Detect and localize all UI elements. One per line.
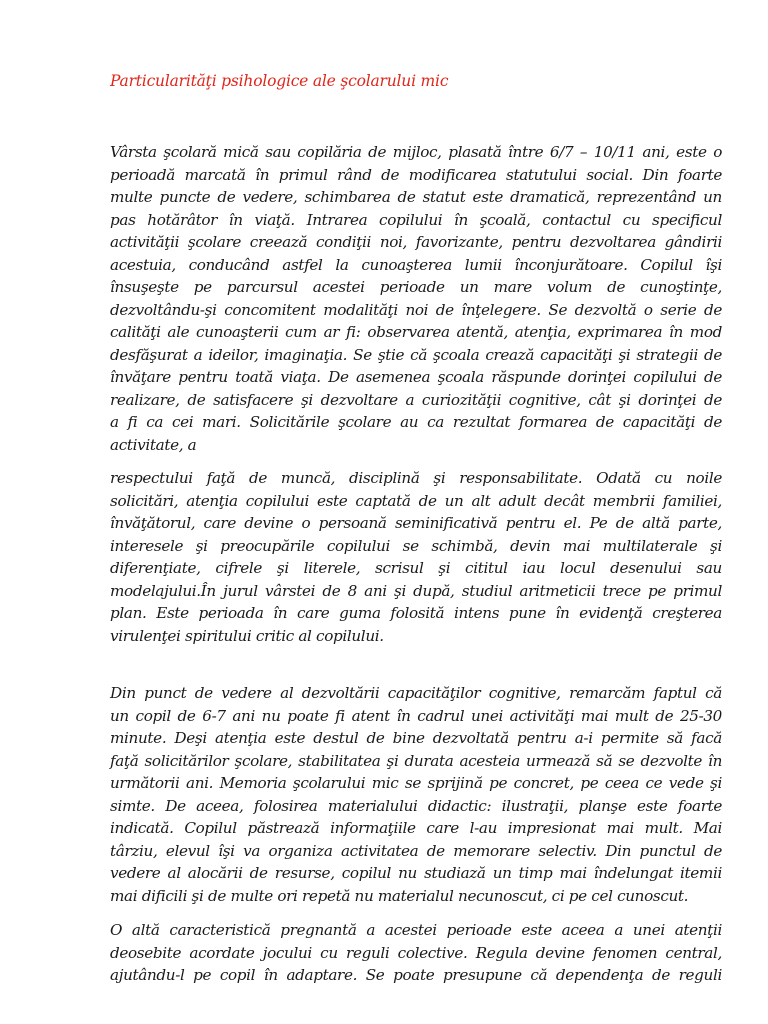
text-line: indicată. Copilul păstrează informaţiile care l-au impresionat mai mult. Mai xyxy=(110,819,722,837)
text-line: pas hotărâtor în viaţă. Intrarea copilului în şcoală, contactul cu specificul xyxy=(110,210,722,229)
text-line: multe puncte de vedere, schimbarea de statut este dramatică, reprezentând un xyxy=(110,188,722,206)
text-line: Din punct de vedere al dezvoltării capacităţilor cognitive, remarcăm faptul că xyxy=(110,684,722,702)
text-line: dezvoltându-şi concomitent modalităţi noi de înţelegere. Se dezvoltă o serie de xyxy=(110,300,722,319)
text-line: a fi ca cei mari. Solicitările şcolare au ca rezultat formarea de capacităţi de xyxy=(110,413,722,431)
text-line: vedere al alocării de resurse, copilul nu studiază un timp mai îndelungat itemii xyxy=(110,864,722,882)
text-line: desfăşurat a ideilor, imaginaţia. Se ştie că şcoala crează capacităţi şi strategii de xyxy=(110,345,722,364)
paragraph-4 xyxy=(110,919,722,987)
text-line: O altă caracteristică pregnantă a acestei perioade este aceea a unei atenţii xyxy=(110,921,722,939)
text-line: solicitări, atenţia copilului este captată de un alt adult decât membrii familiei, xyxy=(110,491,722,510)
text-line: următorii ani. Memoria şcolarului mic se sprijină pe concret, pe ceea ce vede şi xyxy=(110,774,722,792)
text-line: minute. Deşi atenţia este destul de bine dezvoltată pentru a-i permite să facă xyxy=(110,729,722,747)
text-line: faţă solicitărilor şcolare, stabilitatea şi durata acesteia urmează să se dezvolte în xyxy=(110,751,722,770)
text-line: târziu, elevul îşi va organiza activitatea de memorare selectiv. Din punctul de xyxy=(110,841,722,860)
text-line: interesele şi preocupările copilului se schimbă, devin mai multilaterale şi xyxy=(110,536,722,555)
text-line: mai dificili şi de multe ori repetă nu materialul necunoscut, ci pe cel cunoscut. xyxy=(110,886,689,905)
text-line: deosebite acordate jocului cu reguli colective. Regula devine fenomen central, xyxy=(110,943,722,962)
text-line: modelajului.În jurul vârstei de 8 ani şi după, studiul aritmeticii trece pe primul xyxy=(110,581,722,600)
text-line: învăţare pentru toată viaţa. De asemenea şcoala răspunde dorinţei copilului de xyxy=(110,368,722,386)
paragraph-1 xyxy=(110,141,722,456)
document-title: Particularităţi psihologice ale şcolarului mic xyxy=(110,72,449,90)
text-line: ajutându-l pe copil în adaptare. Se poate presupune că dependenţa de reguli xyxy=(110,966,722,984)
text-line: Vârsta şcolară mică sau copilăria de mijloc, plasată între 6/7 – 10/11 ani, este o xyxy=(110,143,722,161)
text-line: învăţătorul, care devine o persoană seminificativă pentru el. Pe de altă parte, xyxy=(110,514,722,532)
text-line: simte. De aceea, folosirea materialului didactic: ilustraţii, planşe este foarte xyxy=(110,796,722,815)
text-line: plan. Este perioada în care guma folosită intens pune în evidenţă creşterea xyxy=(110,604,722,622)
text-line: virulenţei spiritului critic al copilului. xyxy=(110,626,384,645)
text-line: un copil de 6-7 ani nu poate fi atent în cadrul unei activităţi mai mult de 25-30 xyxy=(110,706,722,725)
text-line: calităţi ale cunoaşterii cum ar fi: observarea atentă, atenţia, exprimarea în mod xyxy=(110,323,722,341)
text-line: activitate, a xyxy=(110,435,197,454)
paragraph-3 xyxy=(110,682,722,907)
text-line: diferenţiate, cifrele şi literele, scrisul şi cititul iau locul desenului sau xyxy=(110,559,722,577)
text-line: perioadă marcată în primul rând de modificarea statutului social. Din foarte xyxy=(110,165,722,184)
text-line: activităţii şcolare creează condiţii noi, favorizante, pentru dezvoltarea gândirii xyxy=(110,233,722,251)
text-line: realizare, de satisfacere şi dezvoltare a curiozităţii cognitive, cât şi dorinţei de xyxy=(110,390,722,409)
paragraph-2 xyxy=(110,467,722,647)
text-line: însuşeşte pe parcursul acestei perioade un mare volum de cunoştinţe, xyxy=(110,278,722,296)
text-line: acestuia, conducând astfel la cunoaşterea lumii înconjurătoare. Copilul îşi xyxy=(110,255,722,274)
text-line: respectului faţă de muncă, disciplină şi responsabilitate. Odată cu noile xyxy=(110,469,722,487)
